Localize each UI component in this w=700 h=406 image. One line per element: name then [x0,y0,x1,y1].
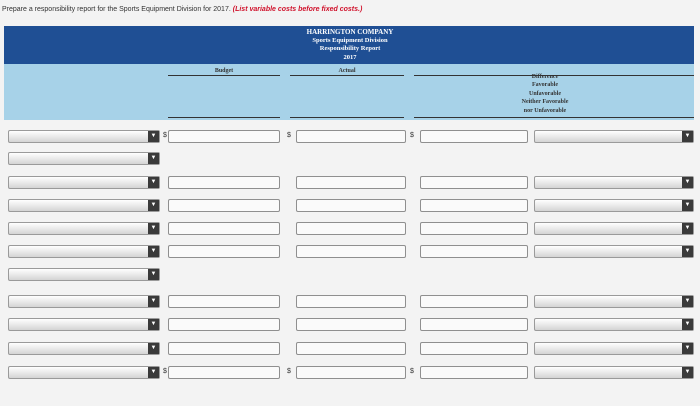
budget-input[interactable] [168,366,280,379]
favorability-select[interactable] [534,199,694,212]
favorability-select[interactable] [534,176,694,189]
report-title [260,28,440,62]
actual-input[interactable] [296,199,406,212]
chevron-down-icon[interactable]: ▼ [682,223,693,234]
budget-input[interactable] [168,176,280,189]
actual-input[interactable] [296,130,406,143]
difference-input[interactable] [420,130,528,143]
chevron-down-icon[interactable]: ▼ [148,367,159,378]
line-item-select[interactable] [8,130,160,143]
favorability-select[interactable] [534,130,694,143]
currency-symbol: $ [287,132,291,139]
difference-input[interactable] [420,342,528,355]
difference-rule-bottom [414,117,694,118]
diff-option-nor: nor Unfavorable [523,107,567,114]
chevron-down-icon[interactable]: ▼ [682,367,693,378]
report-row [0,245,700,259]
chevron-down-icon[interactable]: ▼ [148,246,159,257]
diff-option-neither: Neither Favorable [521,99,569,106]
budget-input[interactable] [168,318,280,331]
report-row [0,295,700,309]
company-name: HARRINGTON COMPANY [306,28,394,36]
report-row [0,318,700,332]
line-item-select[interactable] [8,268,160,281]
actual-rule-bottom [290,117,404,118]
instruction-main: Prepare a responsibility report for the Sports Equipment Division for 2017. [2,6,231,13]
chevron-down-icon[interactable]: ▼ [148,269,159,280]
chevron-down-icon[interactable]: ▼ [682,131,693,142]
difference-input[interactable] [420,222,528,235]
line-item-select[interactable] [8,199,160,212]
chevron-down-icon[interactable]: ▼ [682,200,693,211]
actual-input[interactable] [296,295,406,308]
report-row [0,268,700,282]
chevron-down-icon[interactable]: ▼ [148,153,159,164]
line-item-select[interactable] [8,342,160,355]
chevron-down-icon[interactable]: ▼ [148,131,159,142]
difference-input[interactable] [420,295,528,308]
difference-input[interactable] [420,176,528,189]
chevron-down-icon[interactable]: ▼ [682,246,693,257]
difference-title: Difference [531,74,559,80]
budget-input[interactable] [168,342,280,355]
line-item-select[interactable] [8,176,160,189]
chevron-down-icon[interactable]: ▼ [148,200,159,211]
favorability-select[interactable] [534,222,694,235]
chevron-down-icon[interactable]: ▼ [148,296,159,307]
report-row [0,366,700,380]
actual-input[interactable] [296,318,406,331]
actual-input[interactable] [296,366,406,379]
favorability-select[interactable] [534,366,694,379]
actual-header: Actual [338,68,356,74]
line-item-select[interactable] [8,295,160,308]
budget-input[interactable] [168,295,280,308]
diff-option-unfavorable: Unfavorable [529,90,561,97]
favorability-select[interactable] [534,295,694,308]
budget-input[interactable] [168,245,280,258]
actual-input[interactable] [296,176,406,189]
favorability-select[interactable] [534,342,694,355]
line-item-select[interactable] [8,318,160,331]
currency-symbol: $ [163,368,167,375]
difference-header [470,73,620,115]
currency-symbol: $ [163,132,167,139]
difference-input[interactable] [420,366,528,379]
favorability-select[interactable] [534,318,694,331]
actual-input[interactable] [296,342,406,355]
chevron-down-icon[interactable]: ▼ [682,177,693,188]
report-row [0,342,700,356]
report-row [0,130,700,144]
actual-rule [290,75,404,76]
report-row [0,222,700,236]
difference-input[interactable] [420,318,528,331]
budget-rule [168,75,280,76]
report-name: Responsibility Report [319,45,381,52]
budget-input[interactable] [168,222,280,235]
currency-symbol: $ [410,132,414,139]
report-row [0,199,700,213]
chevron-down-icon[interactable]: ▼ [148,343,159,354]
budget-rule-bottom [168,117,280,118]
budget-input[interactable] [168,199,280,212]
budget-header: Budget [214,68,234,74]
division-name: Sports Equipment Division [312,36,388,44]
difference-input[interactable] [420,245,528,258]
chevron-down-icon[interactable]: ▼ [682,319,693,330]
currency-symbol: $ [287,368,291,375]
currency-symbol: $ [410,368,414,375]
report-row [0,152,700,166]
actual-input[interactable] [296,245,406,258]
chevron-down-icon[interactable]: ▼ [148,319,159,330]
actual-input[interactable] [296,222,406,235]
chevron-down-icon[interactable]: ▼ [682,343,693,354]
diff-option-favorable: Favorable [532,82,558,89]
budget-input[interactable] [168,130,280,143]
line-item-select[interactable] [8,152,160,165]
instruction-text [2,6,362,13]
report-year: 2017 [343,53,357,61]
line-item-select[interactable] [8,245,160,258]
chevron-down-icon[interactable]: ▼ [682,296,693,307]
line-item-select[interactable] [8,366,160,379]
instruction-hint: (List variable costs before fixed costs.) [232,6,363,13]
line-item-select[interactable] [8,222,160,235]
difference-input[interactable] [420,199,528,212]
chevron-down-icon[interactable]: ▼ [148,223,159,234]
favorability-select[interactable] [534,245,694,258]
chevron-down-icon[interactable]: ▼ [148,177,159,188]
report-row [0,176,700,190]
